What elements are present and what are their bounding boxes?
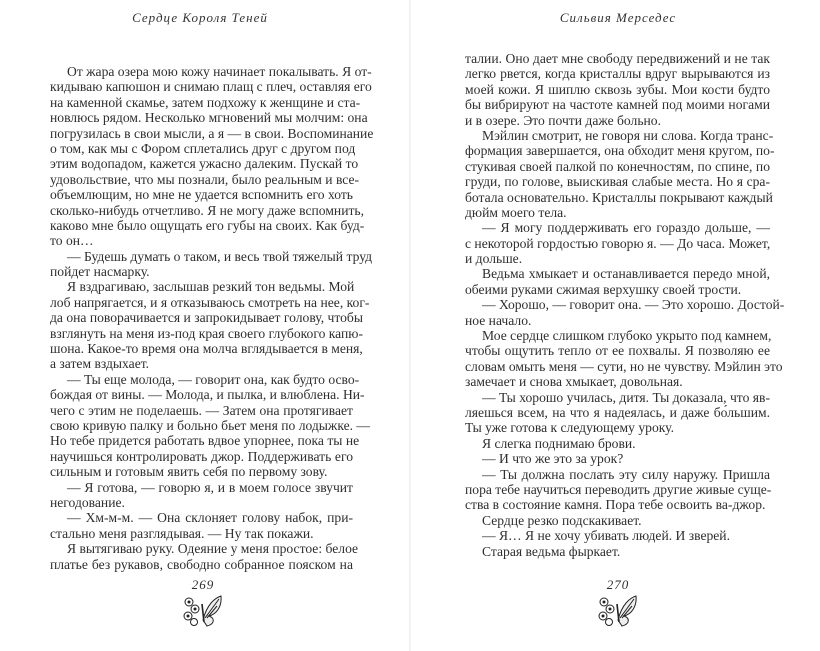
text-line: о том, как мы с Фором сплетались друг с другом под [50,140,356,156]
text-line: — Ты должна послать эту силу наружу. Пришла [482,466,770,482]
text-line: на каменной скамье, затем подхожу к женщине и ста- [50,94,361,110]
text-line: Мэйлин смотрит, не говоря ни слова. Когда транс- [482,127,774,143]
text-line: чего с этим не поделаешь. — Затем она протягивает [50,402,353,418]
text-line: — Хорошо, — говорит она. — Это хорошо. Достой- [482,297,785,313]
right-page [410,0,820,651]
text-line: — Ты еще молода, — говорит она, как будто осво- [67,371,360,387]
page-number: 270 [606,577,630,592]
text-line: а затем вздыхает. [50,356,150,372]
text-line: погрузилась в свои мысли, а я — в свои. Воспоминание [50,125,374,141]
text-line: шона. Какое-то время она молча вглядывается в меня, [50,341,363,357]
text-line: моей кожи. Я шиплю сквозь зубы. Мои кости будто [465,81,770,97]
text-line: чтобы ощутить тепло от ее похвалы. Я позволяю ее [465,343,770,359]
text-line: Я вздрагиваю, заслышав резкий тон ведьмы. Мой [67,279,355,295]
text-line: научишься контролировать джор. Поддерживать его [50,448,353,464]
text-line: — Ты хорошо училась, дитя. Ты доказала, что яв- [482,389,770,405]
page-number: 269 [191,577,215,592]
text-line: легко рвется, когда кристаллы вдруг вырываются из [465,66,770,82]
text-line: этим водопадом, кажется ужасно далеким. Пускай то [50,156,359,172]
text-line: Но тебе придется работать вдвое упорнее, пока ты не [50,433,360,449]
text-line: — Будешь думать о таком, и весь твой тяжелый труд [67,248,373,264]
text-line: взглянуть на меня из-под края своего глубокого капю- [50,325,363,341]
text-line: ное начало. [465,312,532,328]
text-line: да она поворачивается и запрокидывает голову, чтобы [50,310,363,326]
text-line: — И что же это за урок? [482,451,624,467]
text-line: кидываю капюшон и снимаю плащ с плеч, оставляя его [50,79,372,95]
text-line: груди, по голове, выискивая слабые места. Но я сра- [465,174,770,190]
text-line: новлюсь рядом. Несколько мгновений мы молчим: она [50,110,368,126]
text-line: ляешься всем, на что я надеялась, и даже бо́льшим. [465,404,770,420]
text-line: дюйм моего тела. [465,204,567,220]
text-line: Старая ведьма фыркает. [482,543,621,559]
text-line: замечает и снова хмыкает, довольная. [465,374,683,390]
text-line: пойдет насмарку. [50,264,150,280]
text-line: пора тебе научиться переводить другие живые суще- [465,481,772,497]
butterfly-flower-ornament-icon [181,594,225,628]
running-header-author: Сильвия Мерседес [559,10,677,25]
text-line: Я слегка поднимаю брови. [482,435,636,451]
text-line: — Хм-м-м. — Она склоняет голову набок, при- [67,510,353,526]
text-line: — Я могу поддерживать его гораздо дольше, — [482,220,770,236]
text-line: Сердце резко подскакивает. [482,512,642,528]
text-line: и дольше. [465,251,523,267]
left-page-body [50,64,374,572]
butterfly-flower-ornament-icon [596,594,640,628]
right-page-body [465,51,785,559]
text-line: ства в состояние камня. Пора тебе освоить ва-джор. [465,497,766,513]
text-line: стукивая своей палкой по конечностям, по спине, по [465,158,770,174]
text-line: негодование. [50,494,125,510]
text-line: бождая от вины. — Молода, и пылка, и влюблена. Ни- [50,387,365,403]
text-line: ботала основательно. Кристаллы покрывают каждый [465,189,773,205]
text-line: — Я… Я не хочу убивать людей. И зверей. [482,528,730,544]
text-line: свою кривую палку и больно бьет меня по лодыжке. — [50,417,371,433]
text-line: платье без рукавов, свободно собранное пояском на [50,556,353,572]
text-line: сильным и готовым явить себя по первому зову. [50,464,328,480]
text-line: с некоторой гордостью говорю я. — До часа. Может, [465,235,771,251]
text-line: Ведьма хмыкает и останавливается передо мной, [482,266,770,282]
text-line: Ты уже готова к следующему уроку. [465,420,674,436]
text-line: лоб напрягается, и я отказываюсь смотреть на нее, ког- [50,294,370,310]
text-line: сколько-нибудь отчетливо. Я не могу даже вспомнить, [50,202,365,218]
text-line: объемлющим, но мне не удается вспомнить его хоть [50,187,353,203]
running-header-book-title: Сердце Короля Теней [132,10,268,25]
text-line: каково мне было ощущать его губы на своих. Как буд- [50,217,365,233]
text-line: формация завершается, она обходит меня кругом, по- [465,143,775,159]
text-line: Мое сердце слишком глубоко укрыто под камнем, [482,328,772,344]
text-line: Я вытягиваю руку. Одеяние у меня простое: белое [67,541,359,557]
text-line: От жара озера мою кожу начинает покалывать. Я от- [67,64,372,79]
text-line: обеими руками сжимая верхушку своей трости. [465,281,742,297]
text-line: и в озере. Это почти даже больно. [465,112,662,128]
text-line: то он… [50,233,94,249]
text-line: словам омыть меня — сути, но не чувству. Мэйлин это [465,358,783,374]
text-line: удовольствие, что мы познали, было реальным и все- [50,171,360,187]
text-line: стально меня разглядывая. — Ну так покажи. [50,525,314,541]
text-line: бы вибрируют на частоте камней под моими ногами [465,97,770,113]
text-line: талии. Оно дает мне свободу передвижений и не так [465,51,770,66]
text-line: — Я готова, — говорю я, и в моем голосе звучит [67,479,353,495]
